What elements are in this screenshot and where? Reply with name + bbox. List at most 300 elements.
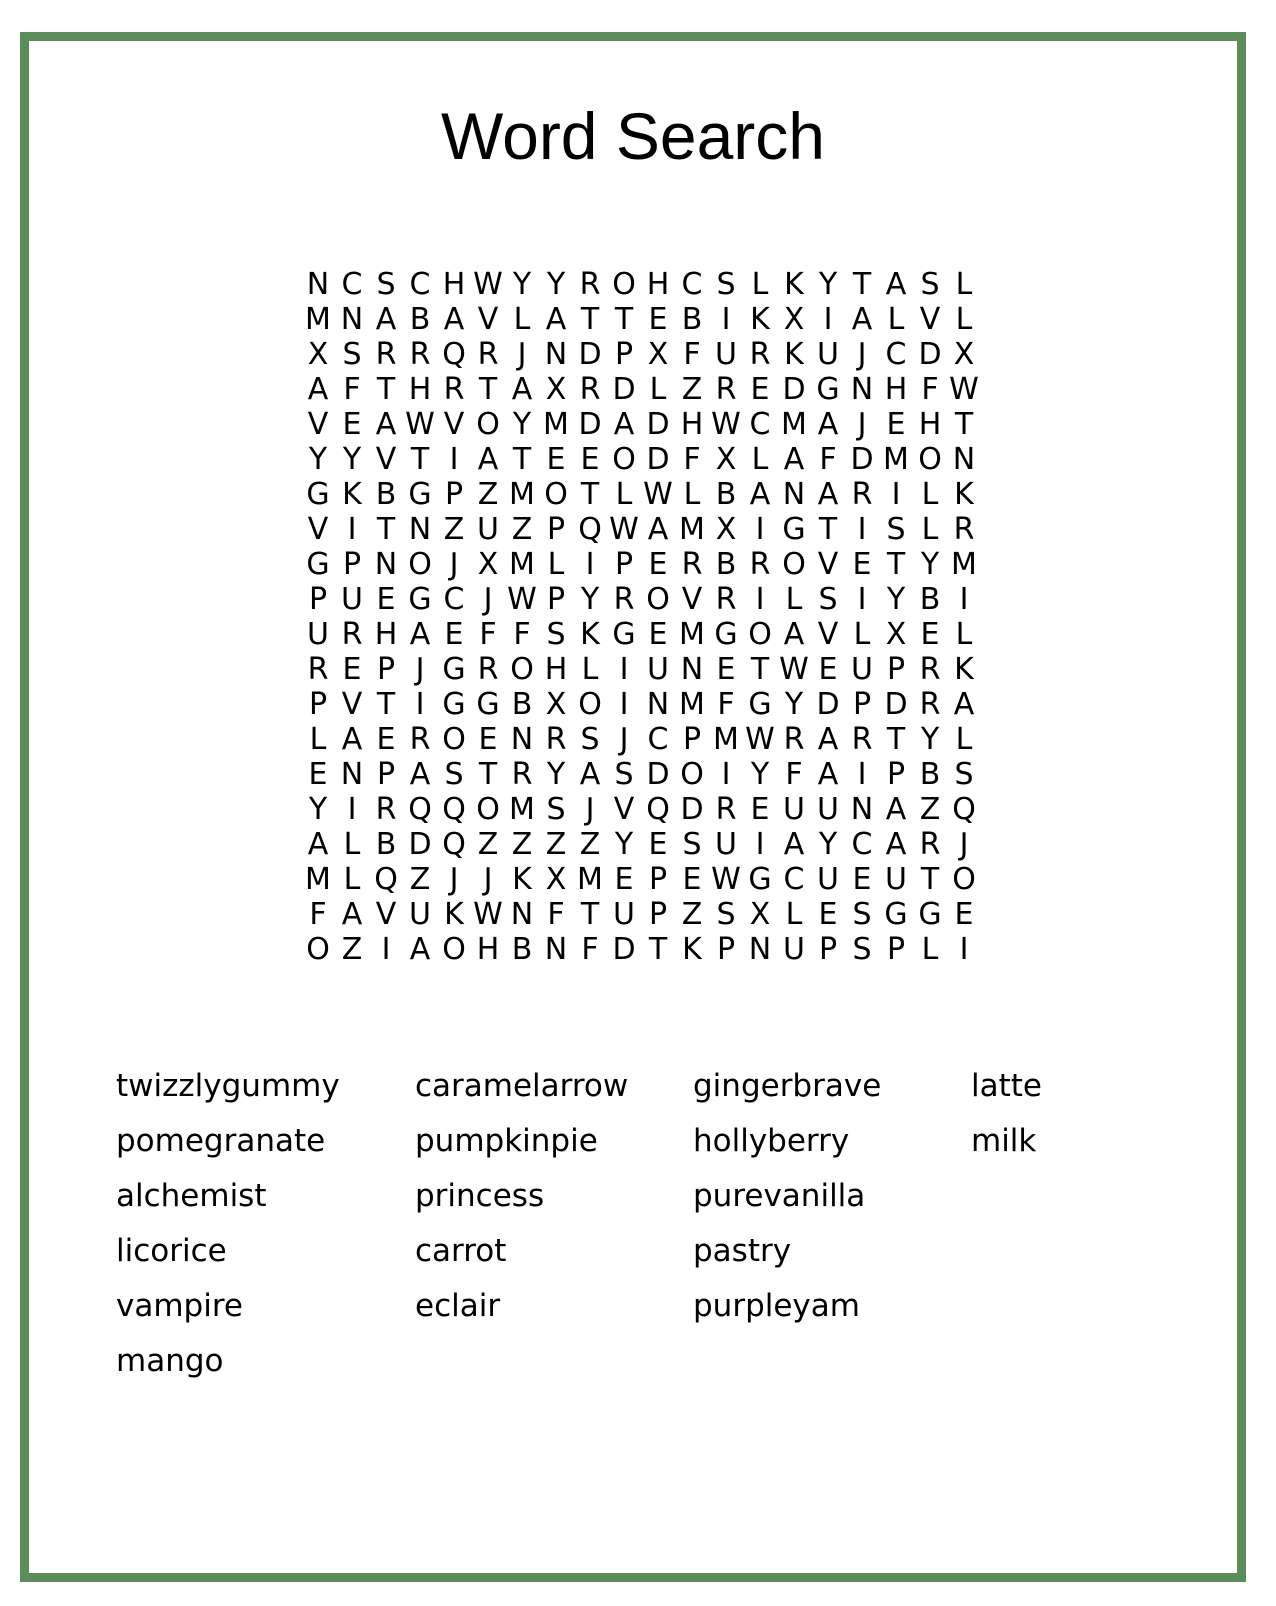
grid-cell: R bbox=[681, 547, 703, 582]
grid-cell: R bbox=[919, 652, 941, 687]
grid-cell: I bbox=[721, 757, 731, 792]
grid-cell: U bbox=[885, 862, 907, 897]
page-title: Word Search bbox=[441, 99, 825, 173]
grid-cell: L bbox=[921, 932, 939, 967]
grid-cell: O bbox=[646, 582, 670, 617]
grid-cell: H bbox=[680, 407, 704, 442]
grid-cell: M bbox=[781, 407, 807, 442]
grid-cell: P bbox=[852, 687, 872, 722]
grid-cell: A bbox=[783, 827, 805, 862]
grid-cell: B bbox=[715, 547, 737, 582]
grid-cell: G bbox=[306, 477, 330, 512]
grid-cell: L bbox=[649, 372, 667, 407]
grid-cell: A bbox=[477, 442, 499, 477]
grid-cell: A bbox=[885, 827, 907, 862]
grid-row bbox=[301, 547, 981, 582]
grid-row bbox=[301, 897, 981, 932]
grid-cell: Z bbox=[477, 477, 499, 512]
grid-cell: V bbox=[443, 407, 465, 442]
grid-cell: J bbox=[415, 652, 425, 687]
grid-cell: Y bbox=[546, 267, 566, 302]
grid-cell: L bbox=[887, 302, 905, 337]
grid-cell: X bbox=[953, 337, 975, 372]
grid-cell: G bbox=[748, 687, 772, 722]
grid-cell: G bbox=[442, 687, 466, 722]
grid-cell: W bbox=[711, 862, 741, 897]
grid-cell: T bbox=[478, 372, 498, 407]
grid-cell: D bbox=[782, 372, 806, 407]
grid-cell: D bbox=[408, 827, 432, 862]
grid-row bbox=[301, 862, 981, 897]
grid-cell: A bbox=[613, 407, 635, 442]
grid-cell: O bbox=[544, 477, 568, 512]
grid-cell: K bbox=[682, 932, 702, 967]
word-item: caramelarrow bbox=[415, 1068, 629, 1104]
grid-cell: U bbox=[817, 337, 839, 372]
grid-cell: L bbox=[615, 477, 633, 512]
grid-cell: R bbox=[307, 652, 329, 687]
grid-cell: O bbox=[442, 932, 466, 967]
grid-cell: A bbox=[307, 372, 329, 407]
grid-cell: L bbox=[785, 582, 803, 617]
grid-cell: V bbox=[613, 792, 635, 827]
grid-cell: E bbox=[852, 862, 872, 897]
grid-row bbox=[301, 337, 981, 372]
grid-cell: R bbox=[919, 827, 941, 862]
grid-cell: A bbox=[851, 302, 873, 337]
grid-cell: I bbox=[857, 757, 867, 792]
grid-cell: Y bbox=[546, 757, 566, 792]
grid-cell: O bbox=[476, 792, 500, 827]
grid-cell: M bbox=[713, 722, 739, 757]
grid-cell: N bbox=[408, 512, 432, 547]
grid-cell: A bbox=[341, 897, 363, 932]
grid-cell: D bbox=[646, 442, 670, 477]
grid-cell: V bbox=[307, 512, 329, 547]
grid-cell: T bbox=[376, 512, 396, 547]
grid-cell: M bbox=[577, 862, 603, 897]
grid-row bbox=[301, 792, 981, 827]
grid-cell: F bbox=[717, 687, 735, 722]
grid-row bbox=[301, 372, 981, 407]
grid-cell: R bbox=[851, 477, 873, 512]
grid-cell: T bbox=[376, 372, 396, 407]
grid-cell: P bbox=[886, 932, 906, 967]
grid-cell: V bbox=[919, 302, 941, 337]
grid-cell: A bbox=[443, 302, 465, 337]
grid-cell: L bbox=[751, 442, 769, 477]
grid-cell: A bbox=[783, 442, 805, 477]
grid-cell: M bbox=[543, 407, 569, 442]
grid-cell: P bbox=[886, 757, 906, 792]
word-item: pomegranate bbox=[116, 1123, 326, 1159]
grid-cell: Y bbox=[750, 757, 770, 792]
grid-cell: T bbox=[376, 687, 396, 722]
grid-cell: N bbox=[748, 932, 772, 967]
grid-cell: A bbox=[953, 687, 975, 722]
grid-cell: F bbox=[309, 897, 327, 932]
grid-cell: J bbox=[483, 582, 493, 617]
grid-cell: I bbox=[619, 652, 629, 687]
grid-cell: A bbox=[885, 792, 907, 827]
grid-cell: D bbox=[646, 757, 670, 792]
grid-cell: Y bbox=[784, 687, 804, 722]
grid-cell: F bbox=[513, 617, 531, 652]
grid-cell: D bbox=[612, 932, 636, 967]
grid-cell: I bbox=[857, 582, 867, 617]
grid-cell: I bbox=[959, 582, 969, 617]
grid-cell: N bbox=[510, 722, 534, 757]
letter-grid bbox=[301, 267, 981, 967]
grid-cell: P bbox=[648, 897, 668, 932]
grid-cell: J bbox=[959, 827, 969, 862]
grid-cell: S bbox=[682, 827, 702, 862]
grid-cell: B bbox=[919, 582, 941, 617]
grid-cell: E bbox=[750, 372, 770, 407]
grid-cell: R bbox=[477, 652, 499, 687]
grid-cell: L bbox=[955, 617, 973, 652]
grid-cell: I bbox=[755, 512, 765, 547]
grid-cell: N bbox=[680, 652, 704, 687]
grid-cell: W bbox=[507, 582, 537, 617]
grid-cell: A bbox=[783, 617, 805, 652]
grid-cell: Q bbox=[408, 792, 432, 827]
grid-cell: A bbox=[817, 407, 839, 442]
grid-cell: Y bbox=[342, 442, 362, 477]
grid-cell: E bbox=[682, 862, 702, 897]
grid-row bbox=[301, 687, 981, 722]
grid-cell: I bbox=[347, 792, 357, 827]
grid-cell: A bbox=[817, 722, 839, 757]
grid-cell: J bbox=[619, 722, 629, 757]
grid-cell: L bbox=[343, 862, 361, 897]
grid-cell: M bbox=[883, 442, 909, 477]
grid-cell: H bbox=[476, 932, 500, 967]
grid-cell: N bbox=[952, 442, 976, 477]
grid-cell: U bbox=[817, 862, 839, 897]
grid-cell: W bbox=[473, 897, 503, 932]
grid-cell: I bbox=[755, 582, 765, 617]
grid-cell: M bbox=[509, 792, 535, 827]
grid-cell: D bbox=[612, 372, 636, 407]
grid-cell: U bbox=[851, 652, 873, 687]
grid-cell: M bbox=[509, 477, 535, 512]
grid-cell: H bbox=[374, 617, 398, 652]
grid-row bbox=[301, 477, 981, 512]
word-item: mango bbox=[116, 1343, 224, 1379]
grid-cell: T bbox=[954, 407, 974, 442]
grid-cell: Y bbox=[818, 827, 838, 862]
grid-cell: T bbox=[750, 652, 770, 687]
grid-cell: N bbox=[782, 477, 806, 512]
grid-cell: N bbox=[850, 372, 874, 407]
grid-cell: M bbox=[305, 302, 331, 337]
grid-cell: U bbox=[307, 617, 329, 652]
grid-cell: H bbox=[442, 267, 466, 302]
grid-cell: P bbox=[682, 722, 702, 757]
grid-cell: H bbox=[918, 407, 942, 442]
word-item: gingerbrave bbox=[693, 1068, 882, 1104]
word-item: alchemist bbox=[116, 1178, 267, 1214]
grid-cell: E bbox=[818, 897, 838, 932]
grid-cell: L bbox=[853, 617, 871, 652]
grid-row bbox=[301, 827, 981, 862]
grid-cell: X bbox=[545, 862, 567, 897]
grid-cell: O bbox=[476, 407, 500, 442]
grid-cell: O bbox=[612, 267, 636, 302]
grid-cell: R bbox=[579, 372, 601, 407]
grid-cell: G bbox=[884, 897, 908, 932]
grid-cell: Y bbox=[614, 827, 634, 862]
grid-cell: A bbox=[647, 512, 669, 547]
grid-cell: K bbox=[784, 337, 804, 372]
grid-cell: S bbox=[886, 512, 906, 547]
grid-cell: B bbox=[511, 687, 533, 722]
grid-cell: S bbox=[546, 792, 566, 827]
grid-cell: N bbox=[374, 547, 398, 582]
grid-cell: L bbox=[683, 477, 701, 512]
grid-row bbox=[301, 652, 981, 687]
grid-cell: B bbox=[681, 302, 703, 337]
grid-cell: A bbox=[511, 372, 533, 407]
grid-row bbox=[301, 302, 981, 337]
grid-cell: T bbox=[648, 932, 668, 967]
grid-cell: O bbox=[510, 652, 534, 687]
word-item: pumpkinpie bbox=[415, 1123, 598, 1159]
grid-cell: O bbox=[306, 932, 330, 967]
word-item: eclair bbox=[415, 1288, 501, 1324]
grid-cell: Q bbox=[952, 792, 976, 827]
grid-cell: T bbox=[580, 302, 600, 337]
grid-cell: L bbox=[955, 302, 973, 337]
grid-cell: B bbox=[511, 932, 533, 967]
word-column bbox=[415, 1059, 628, 1334]
grid-cell: C bbox=[443, 582, 465, 617]
grid-cell: X bbox=[545, 687, 567, 722]
grid-cell: F bbox=[921, 372, 939, 407]
grid-cell: R bbox=[953, 512, 975, 547]
grid-cell: D bbox=[578, 407, 602, 442]
grid-cell: N bbox=[340, 757, 364, 792]
grid-cell: I bbox=[721, 302, 731, 337]
grid-cell: T bbox=[410, 442, 430, 477]
grid-cell: O bbox=[748, 617, 772, 652]
grid-cell: S bbox=[818, 582, 838, 617]
grid-cell: H bbox=[646, 267, 670, 302]
grid-cell: L bbox=[581, 652, 599, 687]
grid-cell: E bbox=[648, 617, 668, 652]
grid-cell: P bbox=[614, 547, 634, 582]
word-item: milk bbox=[971, 1123, 1037, 1159]
word-item: purpleyam bbox=[693, 1288, 860, 1324]
grid-cell: V bbox=[681, 582, 703, 617]
grid-cell: F bbox=[683, 337, 701, 372]
grid-cell: B bbox=[375, 827, 397, 862]
grid-cell: F bbox=[683, 442, 701, 477]
grid-cell: C bbox=[341, 267, 363, 302]
grid-cell: E bbox=[852, 547, 872, 582]
grid-cell: D bbox=[578, 337, 602, 372]
grid-cell: N bbox=[510, 897, 534, 932]
grid-cell: P bbox=[342, 547, 362, 582]
grid-cell: L bbox=[955, 722, 973, 757]
grid-cell: T bbox=[580, 477, 600, 512]
grid-cell: X bbox=[647, 337, 669, 372]
grid-cell: Y bbox=[920, 722, 940, 757]
grid-cell: Y bbox=[818, 267, 838, 302]
grid-cell: E bbox=[648, 827, 668, 862]
grid-cell: A bbox=[375, 302, 397, 337]
grid-cell: R bbox=[375, 792, 397, 827]
grid-cell: S bbox=[546, 617, 566, 652]
grid-cell: L bbox=[921, 512, 939, 547]
grid-cell: U bbox=[613, 897, 635, 932]
grid-cell: V bbox=[817, 547, 839, 582]
grid-cell: I bbox=[347, 512, 357, 547]
word-column bbox=[116, 1059, 340, 1389]
grid-cell: X bbox=[885, 617, 907, 652]
grid-cell: E bbox=[580, 442, 600, 477]
grid-cell: I bbox=[891, 477, 901, 512]
grid-cell: W bbox=[949, 372, 979, 407]
grid-cell: B bbox=[919, 757, 941, 792]
grid-cell: W bbox=[745, 722, 775, 757]
grid-cell: K bbox=[342, 477, 362, 512]
grid-cell: Q bbox=[442, 792, 466, 827]
grid-cell: F bbox=[785, 757, 803, 792]
grid-cell: L bbox=[955, 267, 973, 302]
grid-cell: X bbox=[477, 547, 499, 582]
grid-cell: Z bbox=[919, 792, 941, 827]
grid-cell: Y bbox=[920, 547, 940, 582]
grid-cell: L bbox=[785, 897, 803, 932]
grid-cell: P bbox=[818, 932, 838, 967]
grid-cell: E bbox=[716, 652, 736, 687]
word-item: purevanilla bbox=[693, 1178, 866, 1214]
grid-row bbox=[301, 722, 981, 757]
grid-row bbox=[301, 757, 981, 792]
grid-cell: V bbox=[375, 897, 397, 932]
grid-cell: R bbox=[477, 337, 499, 372]
grid-cell: K bbox=[750, 302, 770, 337]
grid-cell: Y bbox=[308, 442, 328, 477]
grid-cell: V bbox=[307, 407, 329, 442]
grid-cell: M bbox=[679, 617, 705, 652]
grid-cell: Z bbox=[511, 827, 533, 862]
grid-cell: S bbox=[920, 267, 940, 302]
grid-cell: I bbox=[823, 302, 833, 337]
grid-cell: U bbox=[477, 512, 499, 547]
grid-cell: M bbox=[509, 547, 535, 582]
grid-cell: O bbox=[612, 442, 636, 477]
grid-cell: Y bbox=[512, 407, 532, 442]
grid-cell: N bbox=[850, 792, 874, 827]
grid-cell: K bbox=[954, 477, 974, 512]
grid-cell: V bbox=[477, 302, 499, 337]
grid-cell: E bbox=[648, 302, 668, 337]
word-item: pastry bbox=[693, 1233, 792, 1269]
grid-cell: T bbox=[852, 267, 872, 302]
grid-cell: P bbox=[886, 652, 906, 687]
grid-cell: Z bbox=[511, 512, 533, 547]
grid-cell: R bbox=[545, 722, 567, 757]
grid-cell: I bbox=[959, 932, 969, 967]
grid-cell: S bbox=[580, 722, 600, 757]
grid-cell: U bbox=[341, 582, 363, 617]
grid-cell: G bbox=[918, 897, 942, 932]
grid-cell: G bbox=[782, 512, 806, 547]
grid-cell: R bbox=[715, 582, 737, 617]
grid-cell: E bbox=[818, 652, 838, 687]
grid-cell: W bbox=[473, 267, 503, 302]
grid-cell: K bbox=[512, 862, 532, 897]
grid-cell: B bbox=[375, 477, 397, 512]
grid-cell: I bbox=[857, 512, 867, 547]
grid-cell: Y bbox=[512, 267, 532, 302]
grid-cell: E bbox=[750, 792, 770, 827]
grid-cell: E bbox=[478, 722, 498, 757]
grid-cell: N bbox=[544, 932, 568, 967]
grid-cell: A bbox=[885, 267, 907, 302]
grid-cell: P bbox=[614, 337, 634, 372]
grid-cell: T bbox=[614, 302, 634, 337]
grid-cell: V bbox=[341, 687, 363, 722]
grid-cell: R bbox=[749, 337, 771, 372]
grid-cell: J bbox=[857, 337, 867, 372]
word-item: vampire bbox=[116, 1288, 243, 1324]
grid-cell: U bbox=[715, 827, 737, 862]
grid-cell: A bbox=[307, 827, 329, 862]
grid-cell: W bbox=[711, 407, 741, 442]
grid-cell: Y bbox=[886, 582, 906, 617]
grid-cell: R bbox=[443, 372, 465, 407]
grid-cell: O bbox=[442, 722, 466, 757]
grid-cell: D bbox=[850, 442, 874, 477]
grid-cell: L bbox=[751, 267, 769, 302]
grid-cell: C bbox=[885, 337, 907, 372]
grid-cell: R bbox=[715, 372, 737, 407]
grid-cell: T bbox=[512, 442, 532, 477]
grid-cell: G bbox=[816, 372, 840, 407]
grid-cell: R bbox=[613, 582, 635, 617]
grid-cell: T bbox=[886, 722, 906, 757]
grid-cell: U bbox=[783, 792, 805, 827]
grid-cell: D bbox=[646, 407, 670, 442]
grid-cell: P bbox=[444, 477, 464, 512]
grid-cell: E bbox=[614, 862, 634, 897]
grid-cell: R bbox=[851, 722, 873, 757]
grid-cell: A bbox=[409, 757, 431, 792]
grid-cell: I bbox=[755, 827, 765, 862]
grid-cell: E bbox=[444, 617, 464, 652]
grid-cell: G bbox=[306, 547, 330, 582]
grid-cell: B bbox=[409, 302, 431, 337]
grid-cell: S bbox=[614, 757, 634, 792]
grid-cell: S bbox=[852, 932, 872, 967]
grid-cell: A bbox=[409, 617, 431, 652]
grid-cell: L bbox=[309, 722, 327, 757]
grid-row bbox=[301, 512, 981, 547]
grid-cell: C bbox=[681, 267, 703, 302]
grid-cell: K bbox=[580, 617, 600, 652]
grid-cell: A bbox=[409, 932, 431, 967]
grid-cell: Z bbox=[681, 897, 703, 932]
grid-cell: P bbox=[716, 932, 736, 967]
grid-cell: M bbox=[305, 862, 331, 897]
word-item: twizzlygummy bbox=[116, 1068, 340, 1104]
grid-cell: W bbox=[643, 477, 673, 512]
grid-cell: D bbox=[884, 687, 908, 722]
